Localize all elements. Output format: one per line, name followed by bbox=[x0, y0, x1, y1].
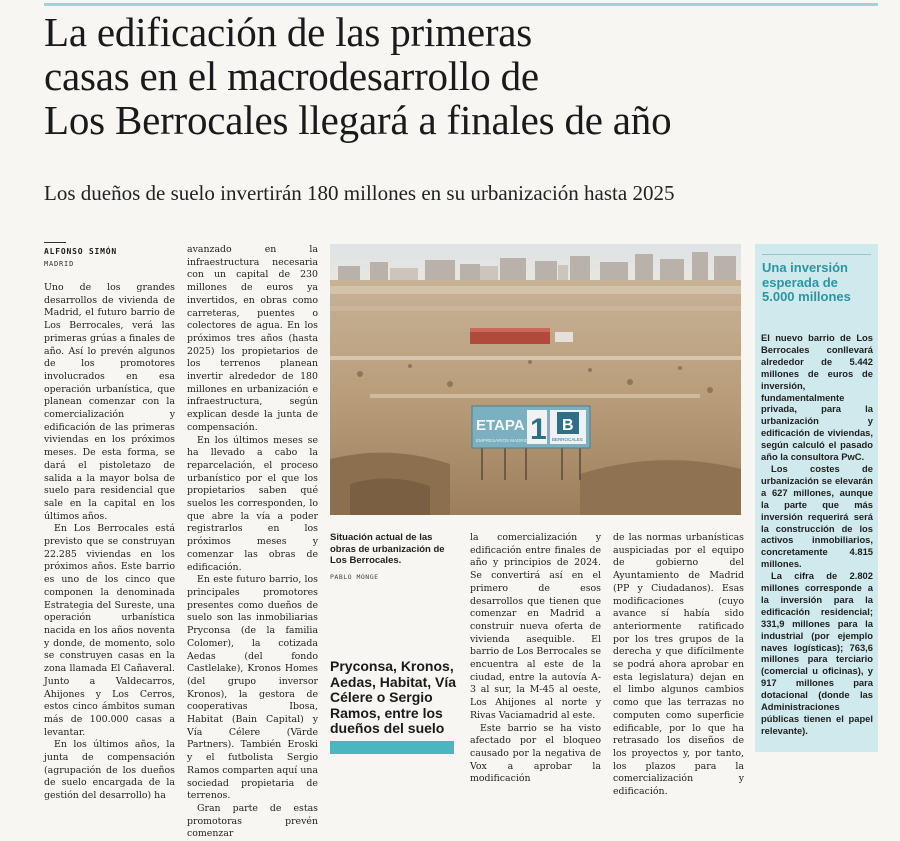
headline bbox=[44, 10, 874, 142]
top-accent-rule bbox=[44, 3, 878, 6]
sidebar-box bbox=[755, 244, 878, 752]
sign-etapa-text: ETAPA bbox=[476, 417, 525, 434]
sidebar-rule bbox=[762, 254, 871, 255]
photo-illustration bbox=[330, 244, 741, 515]
sidebar-paragraph: La cifra de 2.802 millones corresponde a la inversión para la edificación residencial; 331,9 millones para la industrial (por ejemplo naves logísticas); 763,6 millones para terciario (comercial u oficinas), y 917 millones para dotacional (donde las Administraciones públicas tienen el papel relevante). bbox=[761, 570, 873, 736]
sign-subtext: EMPRESARIOS MADRID bbox=[476, 438, 529, 443]
sign-logo-letter: B bbox=[562, 417, 574, 434]
article-paragraph: Este barrio se ha visto afectado por el bloqueo causado por la negativa de Vox a aprobar la modificación bbox=[470, 722, 601, 785]
article-paragraph: En los últimos años, la junta de compensación (agrupación de los dueños de suelo encargada de la gestión del desarrollo) ha bbox=[44, 739, 175, 802]
photo-credit: PABLO MONGE bbox=[330, 573, 379, 581]
headline-line: casas en el macrodesarrollo de bbox=[44, 53, 539, 99]
article-paragraph: En Los Berrocales está previsto que se construyan 22.285 viviendas en los próximos años. Este barrio es uno de los cinco que componen la denominada Estrategia del Sureste, una operación urbanística nacida en los años noventa y donde, de momento, solo se construyen casas en la zona llamada El Cañaveral. Junto a Valdecarros, Ahijones y Los Cerros, estos cinco ámbitos suman más de 100.000 casas a levantar. bbox=[44, 523, 175, 738]
article-paragraph: En los últimos meses se ha llevado a cabo la reparcelación, el proceso urbanístico por el que los propietarios saben qué suelos les corresponden, lo que abre la vía a poder registrarlos en los próximos meses y comenzar las obras de edificación. bbox=[187, 434, 318, 573]
photo-caption: Situación actual de las obras de urbanización de Los Berrocales. bbox=[330, 532, 445, 567]
article-paragraph: En este futuro barrio, los principales promotores presentes como dueños de suelo son las inmobiliarias Pryconsa (de la familia Colomer), la cotizada Aedas (del fondo Castlelake), Kronos Homes (del grupo inversor Kronos), la gestora de cooperativas Ibosa, Habitat (Bain Capital) y Vía Célere (Värde Partners). También Eroski y el futbolista Sergio Ramos comparten aquí una sociedad propietaria de terrenos. bbox=[187, 574, 318, 802]
byline-rule bbox=[44, 242, 66, 243]
construction-site-photo bbox=[330, 244, 741, 515]
article-column-4 bbox=[613, 532, 744, 798]
article-column-1 bbox=[44, 282, 175, 802]
byline-author: ALFONSO SIMÓN bbox=[44, 247, 118, 256]
sidebar-body bbox=[761, 332, 873, 737]
sign-number: 1 bbox=[530, 413, 547, 446]
headline-line: La edificación de las primeras bbox=[44, 9, 533, 55]
pull-quote: Pryconsa, Kronos, Aedas, Habitat, Vía Célere o Sergio Ramos, entre los dueños del suelo bbox=[330, 658, 457, 736]
article-paragraph: Uno de los grandes desarrollos de vivienda de Madrid, el futuro barrio de Los Berrocales, verá las primeras grúas a finales de año. Así lo prevén algunos de los promotores involucrados en esa operación urbanística, que planean comenzar con la comercialización y edificación de las primeras viviendas en los próximos meses. De esta forma, se dará el pistoletazo de salida a la mayor bolsa de suelo para residencial que sale en la capital en los últimos años. bbox=[44, 282, 175, 522]
article-paragraph: Gran parte de estas promotoras prevén comenzar bbox=[187, 802, 318, 840]
article-paragraph: la comercialización y edificación entre finales de año y principios de 2024. Se convertirá así en el primero de esos desarrollos que tienen que comenzar en Madrid a construir nueva oferta de vivienda asequible. El barrio de Los Berrocales se encuentra al este de la ciudad, entre la autovía A-3 al sur, la M-45 al oeste, Los Ahijones al norte y Rivas Vaciamadrid al este. bbox=[470, 532, 601, 721]
pull-quote-bar bbox=[330, 741, 454, 754]
article-paragraph: avanzado en la infraestructura necesaria con un capital de 230 millones de euros ya invertidos, en obras como carreteras, puentes o colectores de agua. En los próximos tres años (hasta 2025) los propietarios de los terrenos planean invertir alrededor de 180 millones en urbanización e infraestructura, según explican desde la junta de compensación. bbox=[187, 244, 318, 433]
sign-logo-text: BERROCALES bbox=[552, 437, 583, 442]
byline-city: MADRID bbox=[44, 260, 75, 268]
sidebar-title: Una inversión esperada de 5.000 millones bbox=[762, 260, 851, 304]
headline-line: Los Berrocales llegará a finales de año bbox=[44, 97, 672, 143]
sidebar-paragraph: Los costes de urbanización se elevarán a 627 millones, aunque la parte que más inversión requerirá será la construcción de los activos inmobiliarios, concretamente 4.815 millones. bbox=[761, 462, 873, 570]
article-column-3 bbox=[470, 532, 601, 785]
article-paragraph: de las normas urbanísticas auspiciadas por el equipo de gobierno del Ayuntamiento de Madrid (PP y Ciudadanos). Esas modificaciones (cuyo avance sí había sido anteriormente ratificado por los tres grupos de la derecha y que difícilmente se podrá ahora aprobar en esta legislatura) dejan en el limbo algunos cambios como que las terrazas no computen como superficie edificable, por lo que ha retrasado los diseños de los proyectos y, por tanto, los plazos para la comercialización y edificación. bbox=[613, 532, 744, 798]
article-column-2 bbox=[187, 244, 318, 840]
sidebar-paragraph: El nuevo barrio de Los Berrocales conllevará alrededor de 5.442 millones de euros de inversión, fundamentalmente privada, para la urbanización y edificación de viviendas, según calculó el pasado año la consultora PwC. bbox=[761, 332, 873, 463]
subheadline: Los dueños de suelo invertirán 180 millones en su urbanización hasta 2025 bbox=[44, 181, 675, 205]
